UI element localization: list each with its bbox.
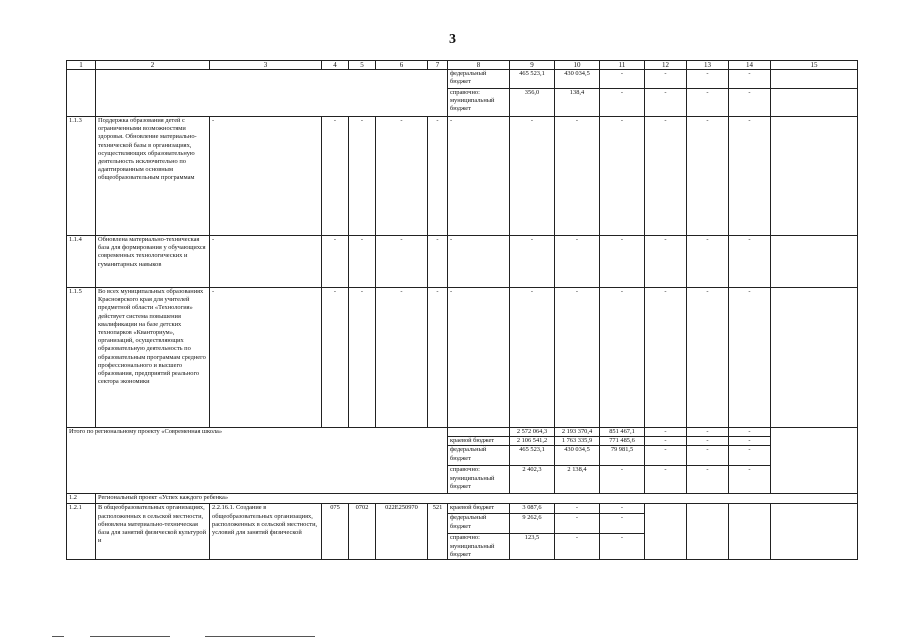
value-cell: - [645,466,687,494]
value-cell: - [687,428,729,437]
column-header: 8 [448,61,510,70]
row-description: В общеобразовательных организациях, расположенных в сельской местности, обновлена материально-техническая база для занятий физической культурой и [96,504,210,560]
row-number: 1.1.4 [67,236,96,288]
table-cell [687,504,729,560]
value-cell: 430 034,5 [555,70,600,89]
value-cell: - [600,236,645,288]
value-cell: - [555,288,600,428]
value-cell: - [645,117,687,236]
value-cell: 356,0 [510,89,555,117]
value-cell: - [510,236,555,288]
funding-source: федеральный бюджет [448,70,510,89]
table-cell [771,89,858,117]
value-cell: 465 523,1 [510,446,555,466]
table-cell [645,504,687,560]
value-cell: 1 763 335,9 [555,437,600,446]
budget-table [66,60,858,560]
value-cell: - [322,236,349,288]
divider [205,636,315,637]
column-header: 9 [510,61,555,70]
value-cell: - [729,466,771,494]
total-label: Итого по региональному проекту «Современная школа» [67,428,448,494]
value-cell: - [210,288,322,428]
column-header: 3 [210,61,322,70]
value-cell: - [600,89,645,117]
value-cell: - [729,288,771,428]
row-description: Во всех муниципальных образованиях Красноярского края для учителей предметной области «Технология» действует система повышения квалификации на базе детских технопарков «Кванториум», организаций, осуществляющих образовательную деятельность по образовательным программам среднего профессионального и высшего образования, предприятий реального сектора экономики [96,288,210,428]
value-cell: - [510,288,555,428]
value-cell: - [687,89,729,117]
column-header: 4 [322,61,349,70]
divider [52,636,64,637]
value-cell: 123,5 [510,534,555,560]
column-header: 7 [428,61,448,70]
value-cell: - [555,117,600,236]
value-cell: - [729,117,771,236]
section-row [67,494,858,504]
column-header: 15 [771,61,858,70]
value-cell: 851 467,1 [600,428,645,437]
column-header: 12 [645,61,687,70]
value-cell: - [687,437,729,446]
value-cell: - [687,236,729,288]
value-cell: - [687,117,729,236]
funding-source: краевой бюджет [448,437,510,446]
value-cell: 2 106 541,2 [510,437,555,446]
table-row [67,70,858,89]
value-cell: - [428,288,448,428]
value-cell: - [729,437,771,446]
value-cell: - [349,236,376,288]
value-cell: - [729,428,771,437]
value-cell: - [645,70,687,89]
divider [90,636,170,637]
value-cell: - [645,437,687,446]
column-header: 2 [96,61,210,70]
value-cell: - [600,534,645,560]
value-cell: - [210,117,322,236]
value-cell: - [600,288,645,428]
value-cell: 521 [428,504,448,560]
value-cell: - [555,236,600,288]
row-number: 1.1.5 [67,288,96,428]
column-header: 6 [376,61,428,70]
row-description: Обновлена материально-техническая база для формирования у обучающихся современных технологических и гуманитарных навыков [96,236,210,288]
value-cell: 022E250970 [376,504,428,560]
value-cell: - [600,514,645,534]
value-cell: 2 138,4 [555,466,600,494]
value-cell: - [555,534,600,560]
funding-source: справочно: муниципальный бюджет [448,466,510,494]
value-cell: - [600,70,645,89]
column-number-row [67,61,858,70]
value-cell: - [448,117,510,236]
table-cell [96,70,448,117]
value-cell: - [210,236,322,288]
table-cell [771,428,858,494]
value-cell: - [600,466,645,494]
value-cell: 2 193 370,4 [555,428,600,437]
value-cell: - [729,236,771,288]
value-cell: - [349,288,376,428]
value-cell: - [729,70,771,89]
row-number: 1.2 [67,494,96,504]
value-cell: 79 981,5 [600,446,645,466]
funding-source [448,428,510,437]
value-cell: - [428,236,448,288]
value-cell: - [729,446,771,466]
value-cell: - [322,288,349,428]
value-cell: - [645,446,687,466]
value-cell: - [428,117,448,236]
column-header: 13 [687,61,729,70]
value-cell: 2 572 064,3 [510,428,555,437]
value-cell: - [448,236,510,288]
value-cell: - [555,504,600,514]
row-activity: 2.2.16.1. Создание в общеобразовательных организациях, расположенных в сельской местности, условий для занятий физической [210,504,322,560]
value-cell: 0702 [349,504,376,560]
value-cell: 3 087,6 [510,504,555,514]
table-cell [771,288,858,428]
row-description: Поддержка образования детей с ограниченными возможностями здоровья. Обновление материально-технической базы в организациях, осуществляющих образовательную деятельность исключительно по адаптированным основным общеобразовательным программам [96,117,210,236]
table-cell [771,117,858,236]
total-row [67,428,858,437]
value-cell: - [600,504,645,514]
column-header: 11 [600,61,645,70]
value-cell: 465 523,1 [510,70,555,89]
value-cell: - [729,89,771,117]
column-header: 14 [729,61,771,70]
table-cell [67,70,96,117]
funding-source: краевой бюджет [448,504,510,514]
value-cell: - [510,117,555,236]
value-cell: - [645,288,687,428]
value-cell: - [645,236,687,288]
value-cell: - [645,428,687,437]
value-cell: 9 262,6 [510,514,555,534]
row-number: 1.2.1 [67,504,96,560]
page-number: 3 [449,32,456,47]
value-cell: 771 485,6 [600,437,645,446]
value-cell: 075 [322,504,349,560]
value-cell: - [376,117,428,236]
funding-source: федеральный бюджет [448,446,510,466]
funding-source: федеральный бюджет [448,514,510,534]
section-title: Региональный проект «Успех каждого ребенка» [96,494,858,504]
column-header: 1 [67,61,96,70]
column-header: 5 [349,61,376,70]
value-cell: 138,4 [555,89,600,117]
table-cell [771,504,858,560]
value-cell: 2 402,3 [510,466,555,494]
value-cell: - [376,288,428,428]
table-row [67,288,858,428]
value-cell: - [555,514,600,534]
value-cell: 430 034,5 [555,446,600,466]
table-cell [729,504,771,560]
row-number: 1.1.3 [67,117,96,236]
value-cell: - [376,236,428,288]
value-cell: - [322,117,349,236]
table-cell [771,70,858,89]
value-cell: - [448,288,510,428]
table-row [67,236,858,288]
value-cell: - [687,288,729,428]
table-row [67,117,858,236]
column-header: 10 [555,61,600,70]
value-cell: - [687,446,729,466]
value-cell: - [600,117,645,236]
value-cell: - [645,89,687,117]
table-row [67,504,858,514]
funding-source: справочно: муниципальный бюджет [448,534,510,560]
table-cell [771,236,858,288]
value-cell: - [349,117,376,236]
funding-source: справочно: муниципальный бюджет [448,89,510,117]
value-cell: - [687,466,729,494]
value-cell: - [687,70,729,89]
